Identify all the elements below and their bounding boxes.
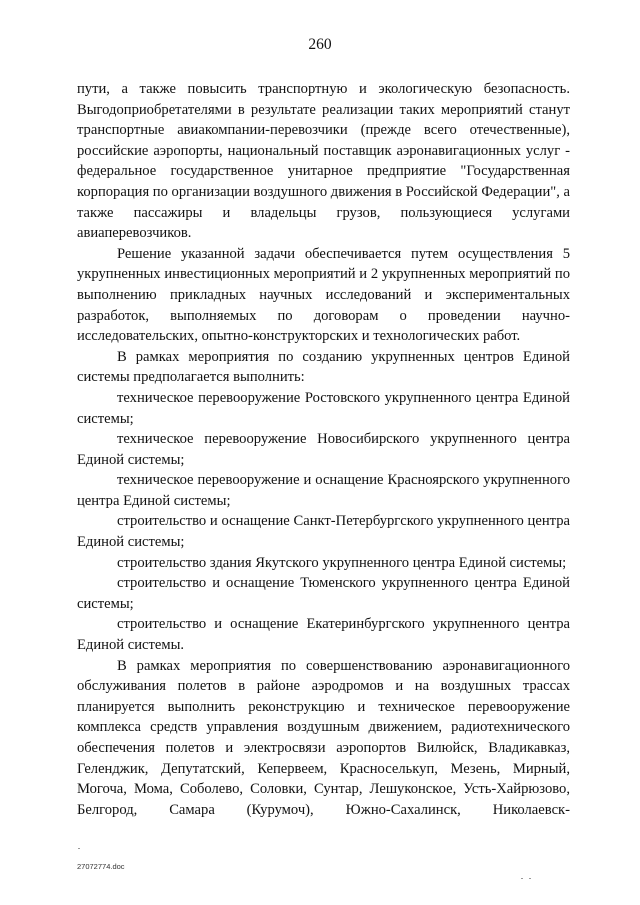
body-text xyxy=(77,79,570,820)
list-item-yakutsk: строительство здания Якутского укрупненного центра Единой системы; xyxy=(117,554,567,571)
list-item-yekaterinburg: строительство и оснащение Екатеринбургского укрупненного центра Единой системы. xyxy=(77,616,570,654)
list-item-tyumen: строительство и оснащение Тюменского укрупненного центра Единой системы; xyxy=(77,575,570,612)
footer-file-code: 27072774.doc xyxy=(77,862,125,871)
list-item-saint-petersburg: строительство и оснащение Санкт-Петербургского укрупненного центра Единой системы; xyxy=(77,513,570,551)
page-number: 260 xyxy=(308,36,332,53)
scan-artifact xyxy=(521,878,523,879)
list-item-novosibirsk: техническое перевооружение Новосибирского укрупненного центра Единой системы; xyxy=(77,431,570,468)
scan-artifact xyxy=(529,878,531,879)
list-item-krasnoyarsk: техническое перевооружение и оснащение Красноярского укрупненного центра Единой системы; xyxy=(77,472,570,509)
paragraph-air-navigation: В рамках мероприятия по совершенствованию аэронавигационного обслуживания полетов в районе аэродромов и на воздушных трассах планируется выполнить реконструкцию и техническое перевооружение комплекса средств управления воздушным движением, радиотехнического обеспечения полетов и электросвязи аэропортов Вилюйск, Владикавказ, Геленджик, Депутатский, Кепервеем, Красноселькуп, Мезень, Мирный, Могоча, Мома, Соболево, Соловки, Сунтар, Лешуконское, Усть-Хайрюзово, Белгород, Самара (Курумоч), Южно-Сахалинск, Николаевск- xyxy=(77,657,570,818)
paragraph-task-solution: Решение указанной задачи обеспечивается путем осуществления 5 укрупненных инвестиционных мероприятий и 2 укрупненных мероприятий по выполнению прикладных научных исследований и экспериментальных разработок, выполняемых по договорам о проведении научно-исследовательских, опытно-конструкторских и технологических работ. xyxy=(77,245,570,345)
list-item-rostov: техническое перевооружение Ростовского укрупненного центра Единой системы; xyxy=(77,389,570,427)
paragraph-beneficiaries: пути, а также повысить транспортную и экологическую безопасность. Выгодоприобретателями в результате реализации таких мероприятий станут транспортные авиакомпании-перевозчики (прежде всего отечественные), российские аэропорты, национальный поставщик аэронавигационных услуг - федеральное государственное унитарное предприятие "Государственная корпорация по организации воздушного движения в Российской Федерации", а также пассажиры и владельцы грузов, пользующиеся услугами авиаперевозчиков. xyxy=(77,81,571,242)
paragraph-centers-intro: В рамках мероприятия по созданию укрупненных центров Единой системы предполагается выполнить: xyxy=(77,348,570,386)
scan-artifact xyxy=(78,848,80,849)
